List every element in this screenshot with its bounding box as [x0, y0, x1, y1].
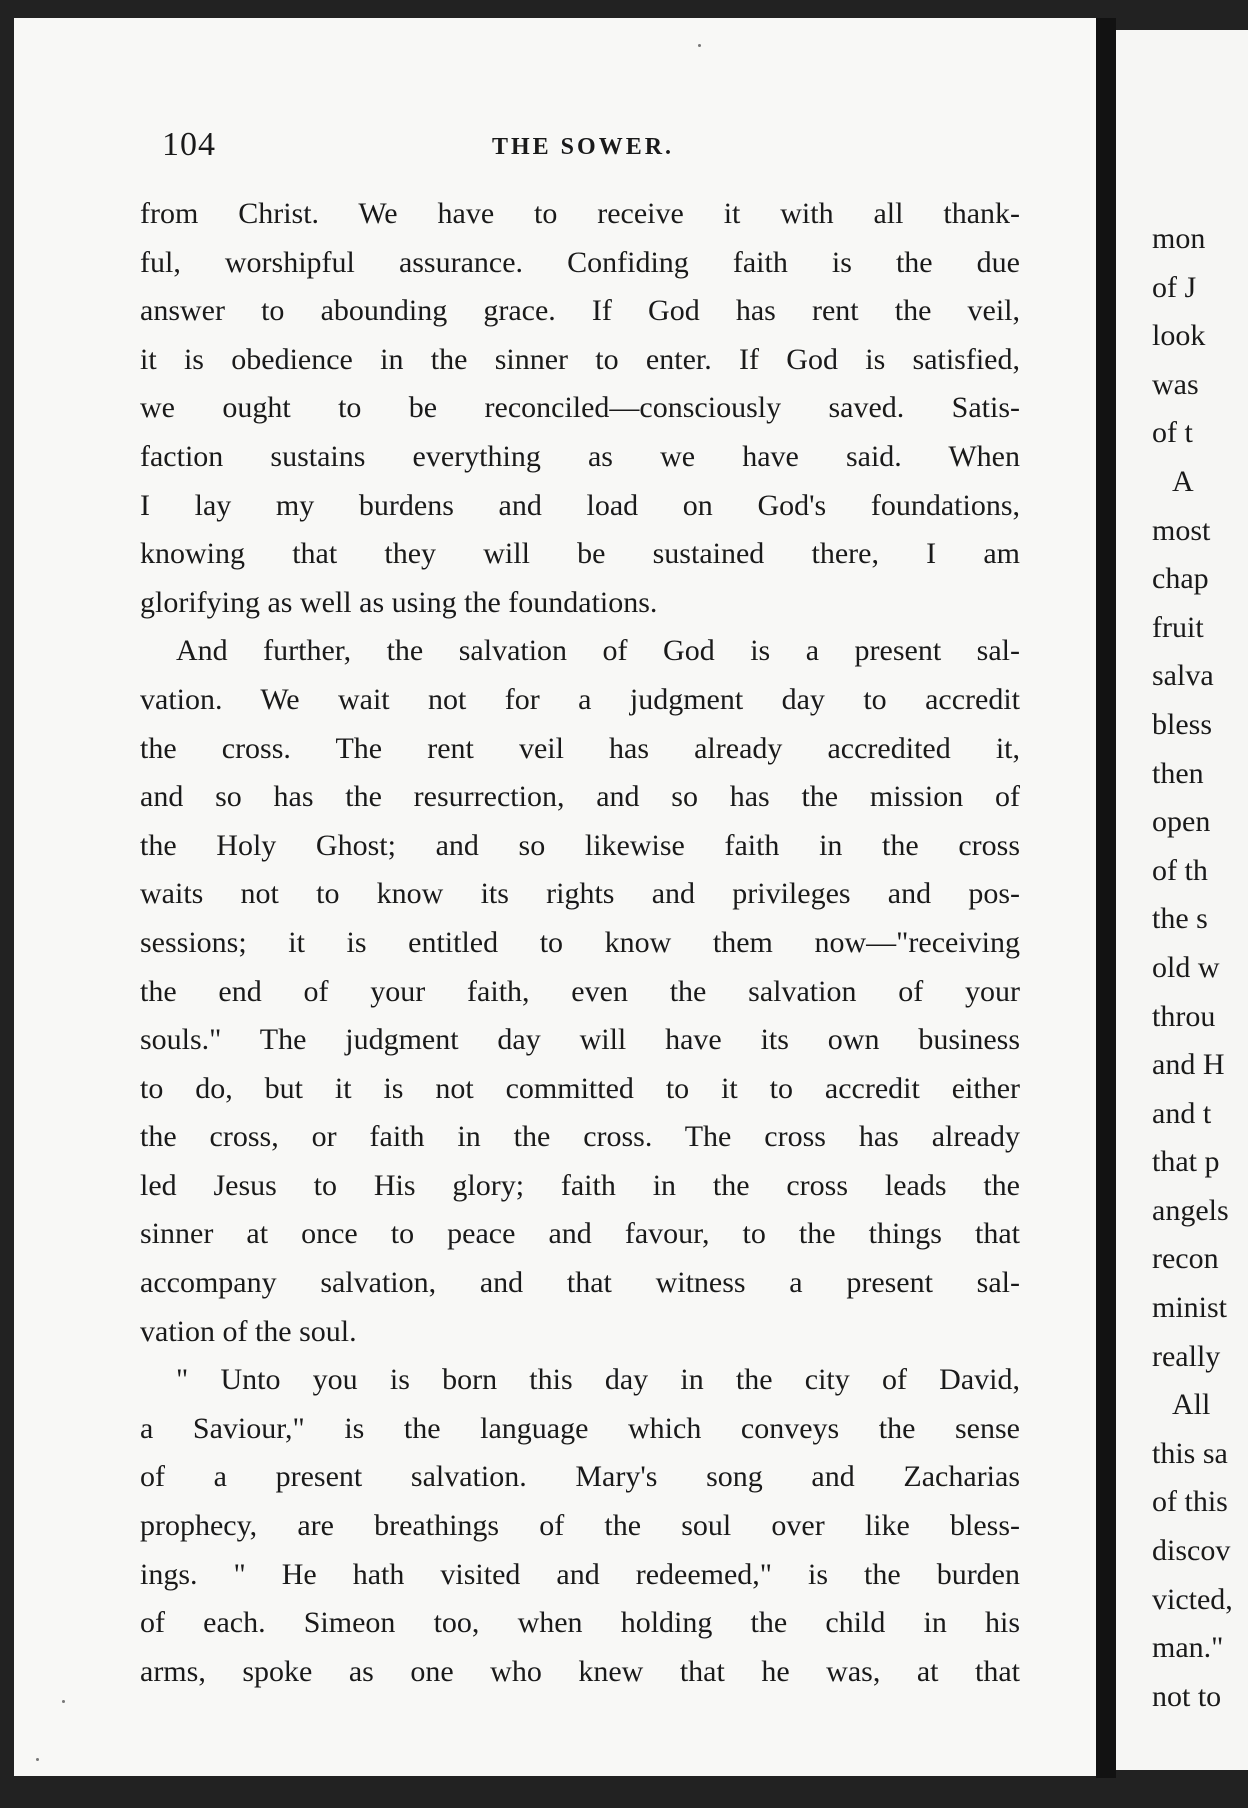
text-line: " Unto you is born this day in the city of David,: [176, 1363, 1020, 1397]
text-line: angels: [1152, 1193, 1229, 1227]
text-line: ings. " He hath visited and redeemed," is the burden: [140, 1557, 1020, 1591]
text-line: souls." The judgment day will have its own business: [140, 1023, 1020, 1057]
text-line: the s: [1152, 902, 1208, 936]
text-line: to do, but it is not committed to it to accredit either: [140, 1071, 1020, 1105]
text-line: minist: [1152, 1291, 1228, 1325]
text-line: open: [1152, 805, 1211, 839]
text-line: led Jesus to His glory; faith in the cross leads the: [140, 1168, 1020, 1202]
right-page: [1116, 30, 1248, 1770]
text-line: discov: [1152, 1534, 1231, 1568]
text-line: of th: [1152, 853, 1208, 887]
text-line: man.": [1152, 1631, 1224, 1665]
text-line: I lay my burdens and load on God's foundations,: [140, 488, 1020, 522]
text-line: throu: [1152, 999, 1216, 1033]
text-line: And further, the salvation of God is a present sal-: [176, 634, 1020, 668]
text-line: victed,: [1152, 1582, 1233, 1616]
text-line: and H: [1152, 1048, 1225, 1082]
text-line: arms, spoke as one who knew that he was, at that: [140, 1654, 1020, 1688]
text-line: accompany salvation, and that witness a present sal-: [140, 1266, 1020, 1300]
text-line: was: [1152, 367, 1199, 401]
text-line: knowing that they will be sustained there, I am: [140, 537, 1020, 571]
text-line: that p: [1152, 1145, 1220, 1179]
text-line: a Saviour," is the language which conveys the sense: [140, 1411, 1020, 1445]
text-line: not to: [1152, 1679, 1222, 1713]
text-line: All: [1172, 1388, 1211, 1422]
running-title: THE SOWER.: [492, 134, 675, 160]
scan-speck: [698, 44, 701, 47]
text-line: ful, worshipful assurance. Confiding faith is the due: [140, 245, 1020, 279]
right-page-text: [1152, 215, 1248, 1721]
left-page-text: [140, 190, 1020, 1696]
text-line: of a present salvation. Mary's song and Zacharias: [140, 1460, 1020, 1494]
text-line: the cross. The rent veil has already accredited it,: [140, 731, 1020, 765]
text-line: vation of the soul.: [140, 1314, 357, 1348]
text-line: most: [1152, 513, 1211, 547]
text-line: the end of your faith, even the salvation of your: [140, 974, 1020, 1008]
text-line: fruit: [1152, 610, 1204, 644]
text-line: it is obedience in the sinner to enter. If God is satisfied,: [140, 342, 1020, 376]
text-line: answer to abounding grace. If God has rent the veil,: [140, 294, 1020, 328]
text-line: the Holy Ghost; and so likewise faith in the cross: [140, 828, 1020, 862]
text-line: of this: [1152, 1485, 1228, 1519]
text-line: chap: [1152, 562, 1209, 596]
text-line: the cross, or faith in the cross. The cross has already: [140, 1120, 1020, 1154]
text-line: sinner at once to peace and favour, to the things that: [140, 1217, 1020, 1251]
text-line: of J: [1152, 270, 1197, 304]
text-line: from Christ. We have to receive it with all thank-: [140, 197, 1020, 230]
text-line: of t: [1152, 416, 1193, 450]
text-line: of each. Simeon too, when holding the child in his: [140, 1606, 1020, 1640]
text-line: recon: [1152, 1242, 1219, 1276]
text-line: and t: [1152, 1096, 1212, 1130]
text-line: mon: [1152, 222, 1206, 255]
text-line: prophecy, are breathings of the soul over like bless-: [140, 1509, 1020, 1543]
text-line: glorifying as well as using the foundations.: [140, 585, 658, 619]
text-line: A: [1172, 464, 1194, 498]
text-line: old w: [1152, 950, 1220, 984]
scan-speck: [62, 1700, 65, 1703]
book-gutter: [1096, 18, 1116, 1778]
text-line: this sa: [1152, 1436, 1228, 1470]
text-line: really: [1152, 1339, 1221, 1373]
text-line: and so has the resurrection, and so has the mission of: [140, 780, 1020, 814]
scan-speck: [36, 1758, 39, 1761]
text-line: faction sustains everything as we have said. When: [140, 439, 1020, 473]
running-head: [162, 126, 1022, 166]
text-line: bless: [1152, 707, 1212, 741]
text-line: look: [1152, 319, 1206, 353]
text-line: vation. We wait not for a judgment day to accredit: [140, 682, 1020, 716]
text-line: salva: [1152, 659, 1214, 693]
text-line: sessions; it is entitled to know them now—"receiving: [140, 925, 1020, 959]
page-number: 104: [162, 126, 216, 163]
text-line: we ought to be reconciled—consciously saved. Satis-: [140, 391, 1020, 425]
text-line: then: [1152, 756, 1204, 790]
text-line: waits not to know its rights and privileges and pos-: [140, 877, 1020, 911]
